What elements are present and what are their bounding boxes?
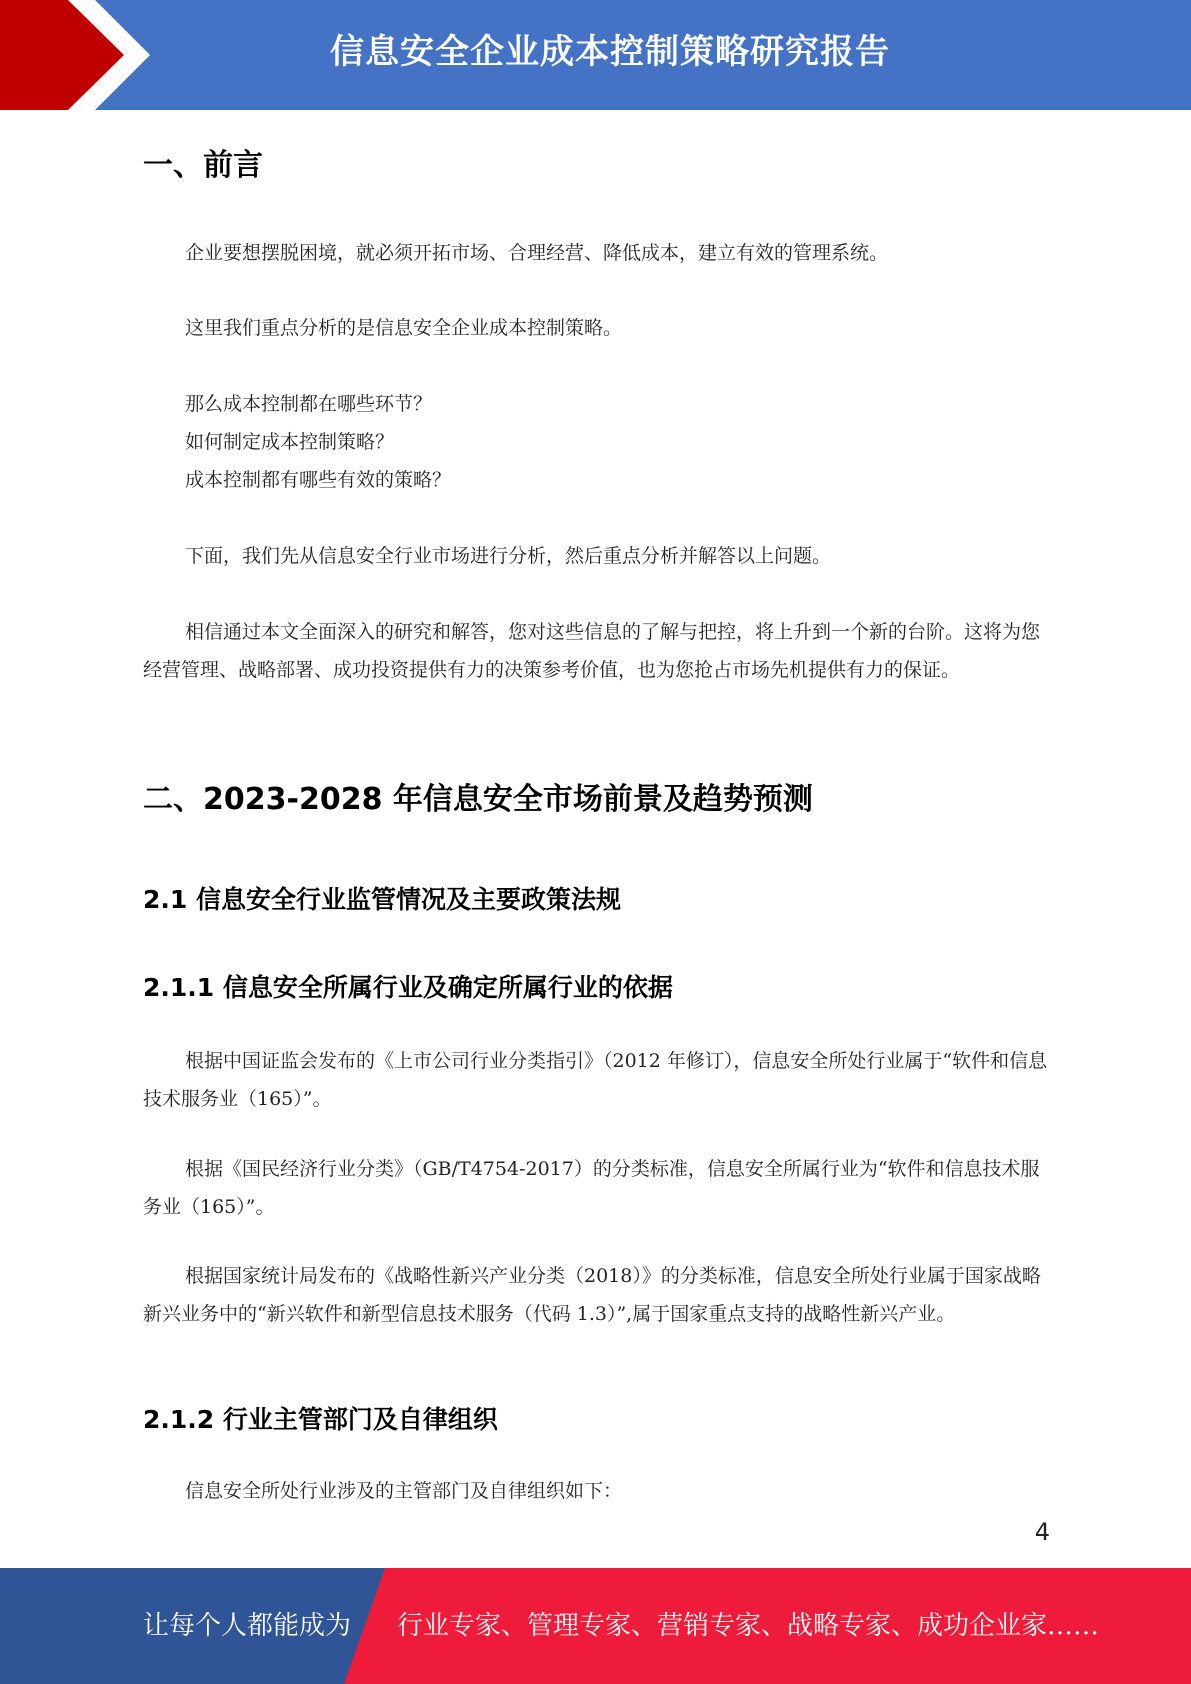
subsection-heading: 2.1 信息安全行业监管情况及主要政策法规 [143, 885, 621, 914]
subsection-heading: 2.1.2 行业主管部门及自律组织 [143, 1405, 498, 1434]
paragraph: 相信通过本文全面深入的研究和解答，您对这些信息的了解与把控，将上升到一个新的台阶。这将为您经营管理、战略部署、成功投资提供有力的决策参考价值，也为您抢占市场先机提供有力的保证。 [143, 621, 1041, 681]
report-title: 信息安全企业成本控制策略研究报告 [330, 32, 890, 72]
paragraph: 信息安全所处行业涉及的主管部门及自律组织如下： [185, 1480, 623, 1502]
question-line: 如何制定成本控制策略？ [185, 431, 395, 453]
footer-slogan-right: 行业专家、管理专家、营销专家、战略专家、成功企业家…… [397, 1611, 1100, 1641]
section-heading-market: 二、2023-2028 年信息安全市场前景及趋势预测 [143, 782, 813, 817]
page-footer [0, 1568, 1191, 1684]
paragraph: 根据中国证监会发布的《上市公司行业分类指引》（2012 年修订），信息安全所处行业属于“软件和信息技术服务业（165）”。 [143, 1050, 1048, 1110]
paragraph: 企业要想摆脱困境，就必须开拓市场、合理经营、降低成本，建立有效的管理系统。 [185, 242, 889, 264]
section-heading-preface: 一、前言 [143, 148, 263, 183]
subsection-heading: 2.1.1 信息安全所属行业及确定所属行业的依据 [143, 973, 673, 1002]
paragraph: 下面，我们先从信息安全行业市场进行分析，然后重点分析并解答以上问题。 [185, 545, 832, 567]
paragraph: 根据国家统计局发布的《战略性新兴产业分类（2018）》的分类标准，信息安全所处行业属于国家战略新兴业务中的“新兴软件和新型信息技术服务（代码 1.3）”,属于国家重点支持的战略性新兴产业。 [143, 1265, 1041, 1325]
footer-slogan-left: 让每个人都能成为 [143, 1611, 352, 1641]
question-line: 成本控制都有哪些有效的策略？ [185, 469, 452, 491]
paragraph: 这里我们重点分析的是信息安全企业成本控制策略。 [185, 317, 623, 339]
page-number: 4 [1034, 1518, 1050, 1546]
paragraph: 根据《国民经济行业分类》（GB/T4754-2017）的分类标准，信息安全所属行业为“软件和信息技术服务业（165）”。 [143, 1158, 1040, 1218]
page-header [0, 0, 1191, 110]
question-line: 那么成本控制都在哪些环节？ [185, 393, 433, 415]
